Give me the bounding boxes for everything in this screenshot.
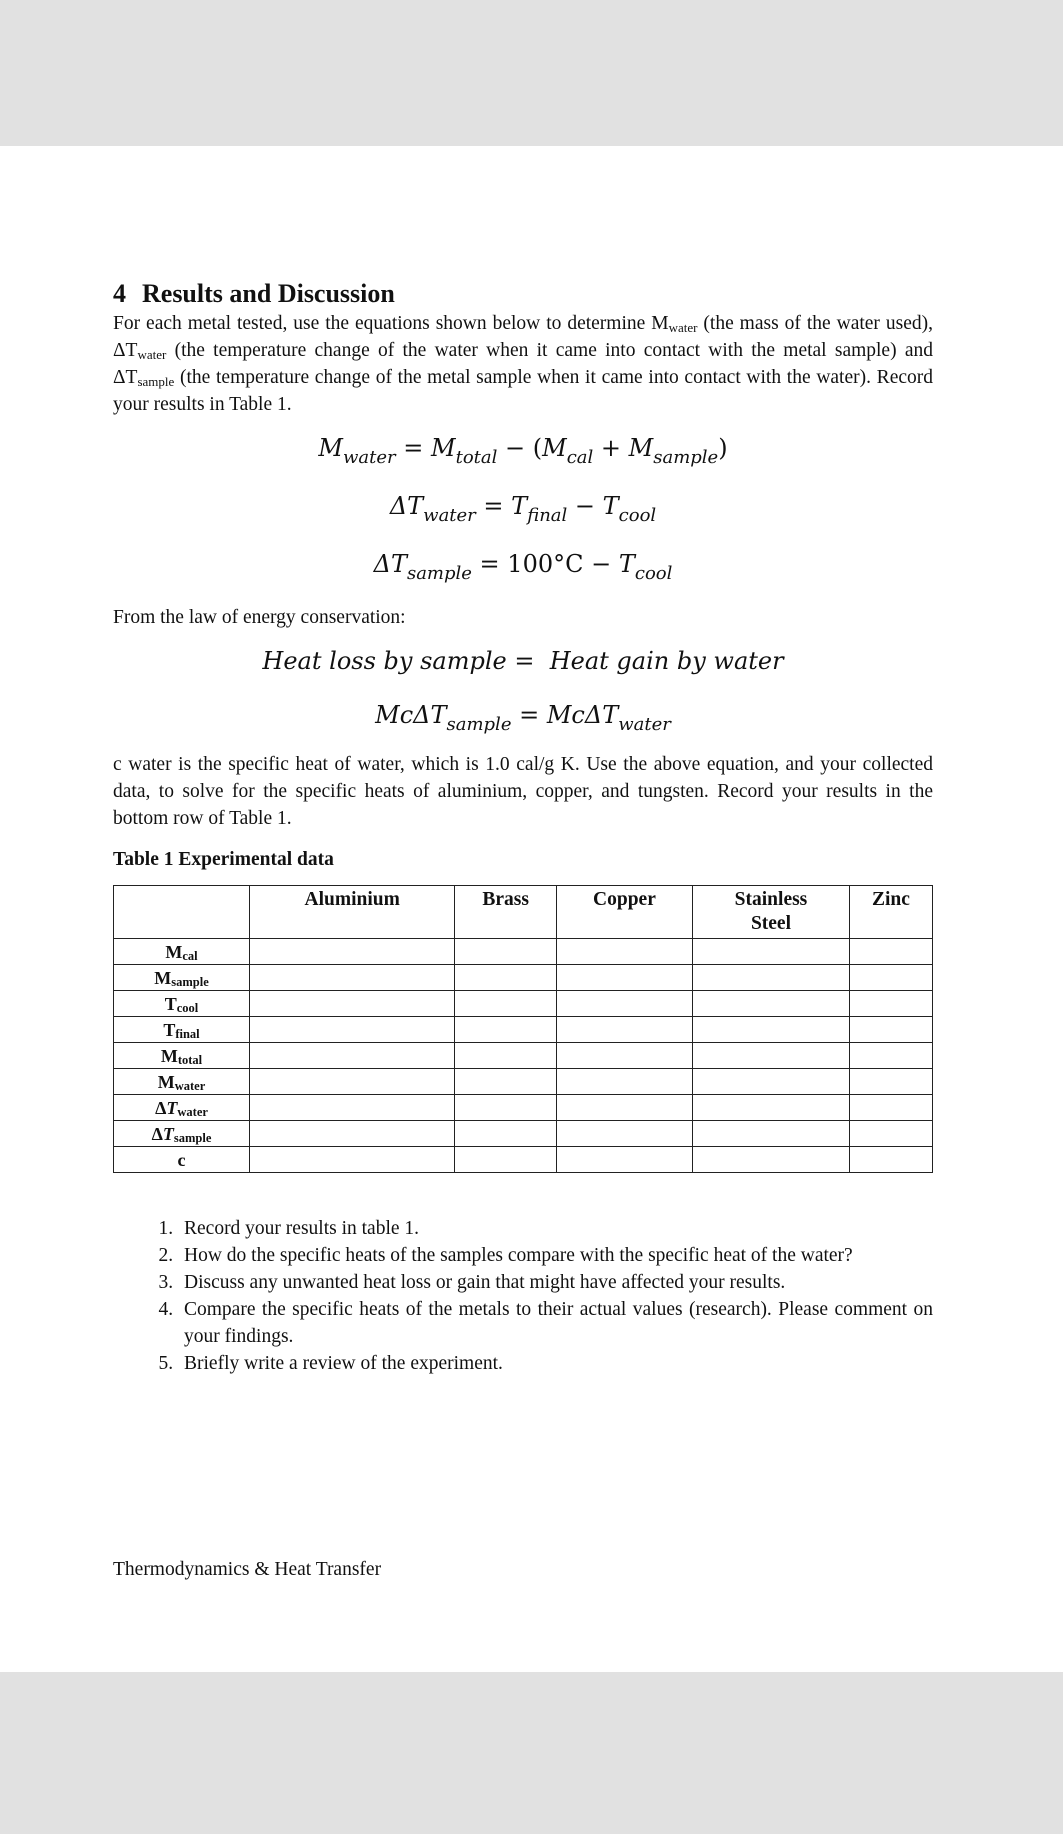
table-row	[114, 965, 933, 991]
data-cell[interactable]	[849, 991, 932, 1017]
data-cell[interactable]	[693, 1121, 850, 1147]
list-item: 5. Briefly write a review of the experiment.	[178, 1350, 933, 1377]
table-row	[114, 1147, 933, 1173]
data-cell[interactable]	[250, 1147, 455, 1173]
table-header-row	[114, 886, 933, 939]
table-row	[114, 1017, 933, 1043]
data-cell[interactable]	[693, 1043, 850, 1069]
data-cell[interactable]	[849, 1095, 932, 1121]
row-label: $M_{sample}$	[114, 965, 250, 991]
column-header: Stainless Steel	[693, 886, 850, 939]
data-cell[interactable]	[849, 1147, 932, 1173]
question-list	[113, 1215, 933, 1377]
table-row	[114, 1121, 933, 1147]
data-cell[interactable]	[250, 1121, 455, 1147]
data-cell[interactable]	[250, 1043, 455, 1069]
table-corner-cell	[114, 886, 250, 939]
data-cell[interactable]	[849, 1043, 932, 1069]
data-cell[interactable]	[849, 965, 932, 991]
column-header: Brass	[455, 886, 556, 939]
row-label: $\Delta T_{sample}$	[114, 1121, 250, 1147]
data-cell[interactable]	[693, 1147, 850, 1173]
data-cell[interactable]	[693, 1095, 850, 1121]
data-cell[interactable]	[556, 965, 692, 991]
row-label: c	[114, 1147, 250, 1173]
data-cell[interactable]	[250, 1095, 455, 1121]
data-cell[interactable]	[556, 939, 692, 965]
data-cell[interactable]	[455, 939, 556, 965]
table-row	[114, 939, 933, 965]
equation-heat-balance-words: Heat loss by sample = Heat gain by water	[262, 647, 784, 675]
data-cell[interactable]	[849, 1017, 932, 1043]
row-label: $M_{total}$	[114, 1043, 250, 1069]
data-cell[interactable]	[455, 1095, 556, 1121]
table-row	[114, 1069, 933, 1095]
table-row	[114, 1043, 933, 1069]
data-cell[interactable]	[250, 939, 455, 965]
row-label: $\Delta T_{water}$	[114, 1095, 250, 1121]
data-cell[interactable]	[455, 1121, 556, 1147]
data-cell[interactable]	[556, 1043, 692, 1069]
data-cell[interactable]	[250, 1069, 455, 1095]
row-label: $T_{cool}$	[114, 991, 250, 1017]
data-cell[interactable]	[693, 991, 850, 1017]
list-item: 3. Discuss any unwanted heat loss or gain that might have affected your results.	[178, 1269, 933, 1296]
specific-heat-paragraph: c water is the specific heat of water, which is 1.0 cal/g K. Use the above equation, and your collected data, to solve for the specific heats of aluminium, copper, and tungsten. Record your results in the bottom row of Table 1.	[113, 754, 933, 829]
table-row	[114, 991, 933, 1017]
document-page	[0, 146, 1063, 1672]
data-cell[interactable]	[556, 1121, 692, 1147]
data-cell[interactable]	[455, 1147, 556, 1173]
data-cell[interactable]	[556, 1147, 692, 1173]
equation-heat-balance: McΔT$_{sample}$ = McΔT$_{water}$	[375, 701, 671, 735]
conservation-paragraph: From the law of energy conservation:	[113, 607, 406, 628]
data-cell[interactable]	[455, 1017, 556, 1043]
page-footer: Thermodynamics & Heat Transfer	[113, 1559, 382, 1580]
row-label: $M_{water}$	[114, 1069, 250, 1095]
equation-delta-t-water: $\Delta T_{water} = T_{final} - T_{cool}$	[389, 492, 657, 526]
data-cell[interactable]	[455, 965, 556, 991]
column-header: Zinc	[849, 886, 932, 939]
section-heading: 4 Results and Discussion	[113, 279, 395, 308]
data-cell[interactable]	[849, 1069, 932, 1095]
row-label: $T_{final}$	[114, 1017, 250, 1043]
column-header: Copper	[556, 886, 692, 939]
column-header: Aluminium	[250, 886, 455, 939]
row-label: $M_{cal}$	[114, 939, 250, 965]
data-cell[interactable]	[693, 939, 850, 965]
experimental-data-table	[113, 885, 933, 1173]
list-item: 2. How do the specific heats of the samples compare with the specific heat of the water?	[178, 1242, 933, 1269]
table-title: Table 1 Experimental data	[113, 849, 334, 870]
equation-mass-water: $M_{water} = M_{total} - (M_{cal} + M_{sample})$	[318, 434, 728, 468]
data-cell[interactable]	[556, 1095, 692, 1121]
equation-delta-t-sample: $\Delta T_{sample} = 100^\circ C - T_{cool}$	[373, 550, 673, 584]
data-cell[interactable]	[693, 1017, 850, 1043]
data-cell[interactable]	[849, 939, 932, 965]
data-cell[interactable]	[693, 965, 850, 991]
data-cell[interactable]	[556, 1017, 692, 1043]
data-cell[interactable]	[250, 991, 455, 1017]
intro-paragraph: For each metal tested, use the equations shown below to determine $M_{water}$ (the mass of the water used), $\Delta T_{water}$ (the temperature change of the water when it came into contact with the metal sample) and $\Delta T_{sample}$ (the temperature change of the metal sample when it came into contact with the water). Record your results in Table 1.	[113, 313, 933, 415]
data-cell[interactable]	[455, 1043, 556, 1069]
data-cell[interactable]	[250, 965, 455, 991]
data-cell[interactable]	[455, 1069, 556, 1095]
data-cell[interactable]	[849, 1121, 932, 1147]
table-row	[114, 1095, 933, 1121]
data-cell[interactable]	[455, 991, 556, 1017]
page-content	[113, 278, 933, 1377]
data-cell[interactable]	[556, 1069, 692, 1095]
data-cell[interactable]	[250, 1017, 455, 1043]
data-cell[interactable]	[693, 1069, 850, 1095]
list-item: 1. Record your results in table 1.	[178, 1215, 933, 1242]
list-item: 4. Compare the specific heats of the metals to their actual values (research). Please comment on your findings.	[178, 1296, 933, 1350]
data-cell[interactable]	[556, 991, 692, 1017]
